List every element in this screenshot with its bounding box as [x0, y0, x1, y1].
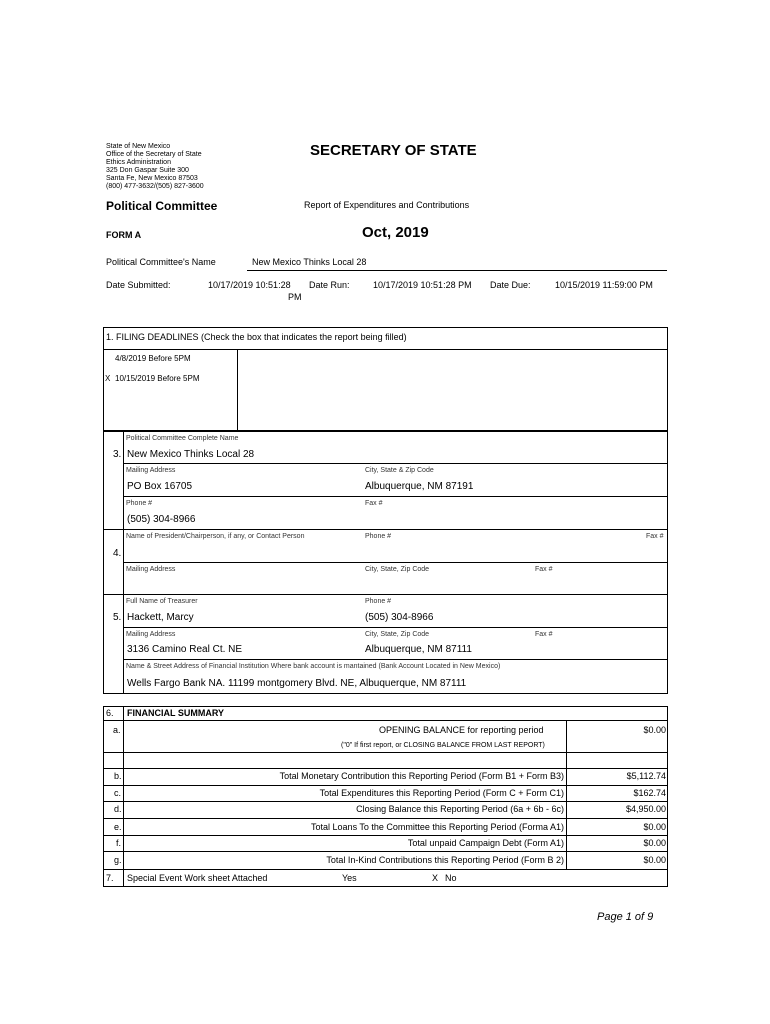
city-state-zip-label: City, State & Zip Code	[365, 467, 434, 474]
summary-row-value: $0.00	[643, 838, 666, 848]
row-divider	[123, 659, 668, 660]
summary-row-value: $162.74	[633, 788, 666, 798]
row-divider	[123, 627, 668, 628]
row-divider	[103, 835, 668, 836]
filing-column-divider	[237, 349, 238, 431]
summary-row-label: f.	[116, 838, 122, 848]
president-fax-label: Fax #	[646, 533, 664, 540]
agency-line: Santa Fe, New Mexico 87503	[106, 175, 198, 182]
date-run-value: 10/17/2019 10:51:28 PM	[373, 280, 472, 290]
bank-value: Wells Fargo Bank NA. 11199 montgomery Blvd. NE, Albuquerque, NM 87111	[127, 678, 467, 689]
opening-balance-text: OPENING BALANCE for reporting period	[379, 725, 544, 735]
name-underline	[247, 270, 667, 271]
section-3-number: 3.	[113, 449, 122, 460]
fax-label: Fax #	[365, 500, 383, 507]
date-submitted-label: Date Submitted:	[106, 280, 171, 290]
filing-option-2[interactable]: 10/15/2019 Before 5PM	[115, 374, 200, 383]
summary-row-value: $4,950.00	[625, 804, 666, 814]
row-divider	[103, 851, 668, 852]
special-event-no[interactable]: No	[445, 873, 457, 883]
bank-label: Name & Street Address of Financial Institution Where bank account is mantained (Bank Account Located in New Mexico)	[126, 663, 501, 670]
summary-label-column	[123, 706, 124, 887]
section-divider	[103, 594, 668, 595]
date-due-value: 10/15/2019 11:59:00 PM	[555, 280, 653, 290]
report-title: Report of Expenditures and Contributions	[304, 200, 470, 210]
agency-line: 325 Don Gaspar Suite 300	[106, 167, 189, 174]
president-phone-label: Phone #	[365, 533, 392, 540]
mailing-address-value: PO Box 16705	[127, 481, 193, 492]
section-divider	[103, 529, 668, 530]
city-state-zip-value: Albuquerque, NM 87191	[365, 481, 474, 492]
summary-row-text: Total In-Kind Contributions this Reporting Period (Form B 2)	[326, 855, 564, 865]
row-divider	[103, 869, 668, 870]
phone-label: Phone #	[126, 500, 153, 507]
opening-balance-value: $0.00	[643, 725, 666, 735]
row-divider	[103, 801, 668, 802]
treasurer-city-label: City, State, Zip Code	[365, 631, 430, 638]
president-fax-label-2: Fax #	[535, 566, 553, 573]
summary-row-text: Total Expenditures this Reporting Period (Form C + Form C1)	[319, 788, 564, 798]
summary-row-label: e.	[114, 822, 122, 832]
section-6-number: 6.	[106, 708, 114, 718]
committee-name-value: New Mexico Thinks Local 28	[252, 257, 367, 267]
president-city-label: City, State, Zip Code	[365, 566, 430, 573]
row-divider	[103, 818, 668, 819]
filing-option-2-check[interactable]: X	[105, 374, 111, 383]
page-title: SECRETARY OF STATE	[310, 142, 477, 159]
special-event-label: Special Event Work sheet Attached	[127, 873, 268, 883]
opening-balance-note: ("0" If first report, or CLOSING BALANCE FROM LAST REPORT)	[341, 742, 545, 749]
row-divider	[123, 463, 668, 464]
row-divider	[103, 768, 668, 769]
summary-heading-divider	[103, 720, 668, 721]
page-number: Page 1 of 9	[597, 911, 654, 923]
treasurer-name-label: Full Name of Treasurer	[126, 598, 198, 605]
president-name-label: Name of President/Chairperson, if any, or Contact Person	[126, 533, 305, 540]
special-event-no-check[interactable]: X	[432, 873, 439, 883]
complete-name-label: Political Committee Complete Name	[126, 435, 239, 442]
row-divider	[103, 752, 668, 753]
agency-line: State of New Mexico	[106, 143, 171, 150]
treasurer-phone-label: Phone #	[365, 598, 392, 605]
filing-heading: 1. FILING DEADLINES (Check the box that indicates the report being filled)	[106, 332, 407, 342]
agency-line: Ethics Administration	[106, 159, 171, 166]
row-divider	[123, 496, 668, 497]
summary-row-value: $5,112.74	[626, 771, 666, 781]
filing-heading-divider	[103, 349, 668, 350]
summary-row-text: Closing Balance this Reporting Period (6a + 6b - 6c)	[356, 804, 564, 814]
summary-row-text: Total Monetary Contribution this Reporting Period (Form B1 + Form B3)	[279, 771, 564, 781]
date-submitted-value: 10/17/2019 10:51:28	[208, 280, 291, 290]
summary-row-label: a.	[113, 725, 121, 735]
treasurer-mailing-value: 3136 Camino Real Ct. NE	[127, 644, 243, 655]
summary-row-label: g.	[114, 855, 122, 865]
treasurer-name-value: Hackett, Marcy	[127, 612, 194, 623]
row-divider	[123, 562, 668, 563]
summary-row-label: b.	[114, 771, 122, 781]
filing-option-1[interactable]: 4/8/2019 Before 5PM	[115, 354, 191, 363]
complete-name-value: New Mexico Thinks Local 28	[127, 449, 255, 460]
treasurer-city-value: Albuquerque, NM 87111	[365, 644, 472, 655]
summary-row-value: $0.00	[643, 855, 666, 865]
mailing-address-label: Mailing Address	[126, 467, 176, 474]
summary-row-text: Total Loans To the Committee this Reporting Period (Forma A1)	[311, 822, 564, 832]
agency-line: (800) 477-3632/(505) 827-3600	[106, 183, 204, 190]
summary-value-column	[566, 720, 567, 870]
section-4-number: 4.	[113, 548, 122, 559]
president-mailing-label: Mailing Address	[126, 566, 176, 573]
committee-type: Political Committee	[106, 199, 218, 213]
section-7-number: 7.	[106, 873, 114, 883]
special-event-yes[interactable]: Yes	[342, 873, 357, 883]
date-due-label: Date Due:	[490, 280, 531, 290]
summary-row-label: d.	[114, 804, 122, 814]
date-submitted-pm: PM	[288, 292, 302, 302]
form-label: FORM A	[106, 230, 142, 240]
financial-summary-heading: FINANCIAL SUMMARY	[127, 708, 224, 718]
treasurer-fax-label: Fax #	[535, 631, 553, 638]
summary-row-text: Total unpaid Campaign Debt (Form A1)	[407, 838, 564, 848]
report-period: Oct, 2019	[362, 224, 429, 241]
treasurer-phone-value: (505) 304-8966	[365, 612, 434, 623]
phone-value: (505) 304-8966	[127, 514, 196, 525]
treasurer-mailing-label: Mailing Address	[126, 631, 176, 638]
row-divider	[103, 785, 668, 786]
date-run-label: Date Run:	[309, 280, 350, 290]
summary-row-value: $0.00	[643, 822, 666, 832]
section-5-number: 5.	[113, 612, 122, 623]
agency-line: Office of the Secretary of State	[106, 151, 202, 158]
summary-row-label: c.	[114, 788, 122, 798]
committee-name-label: Political Committee's Name	[106, 257, 216, 267]
